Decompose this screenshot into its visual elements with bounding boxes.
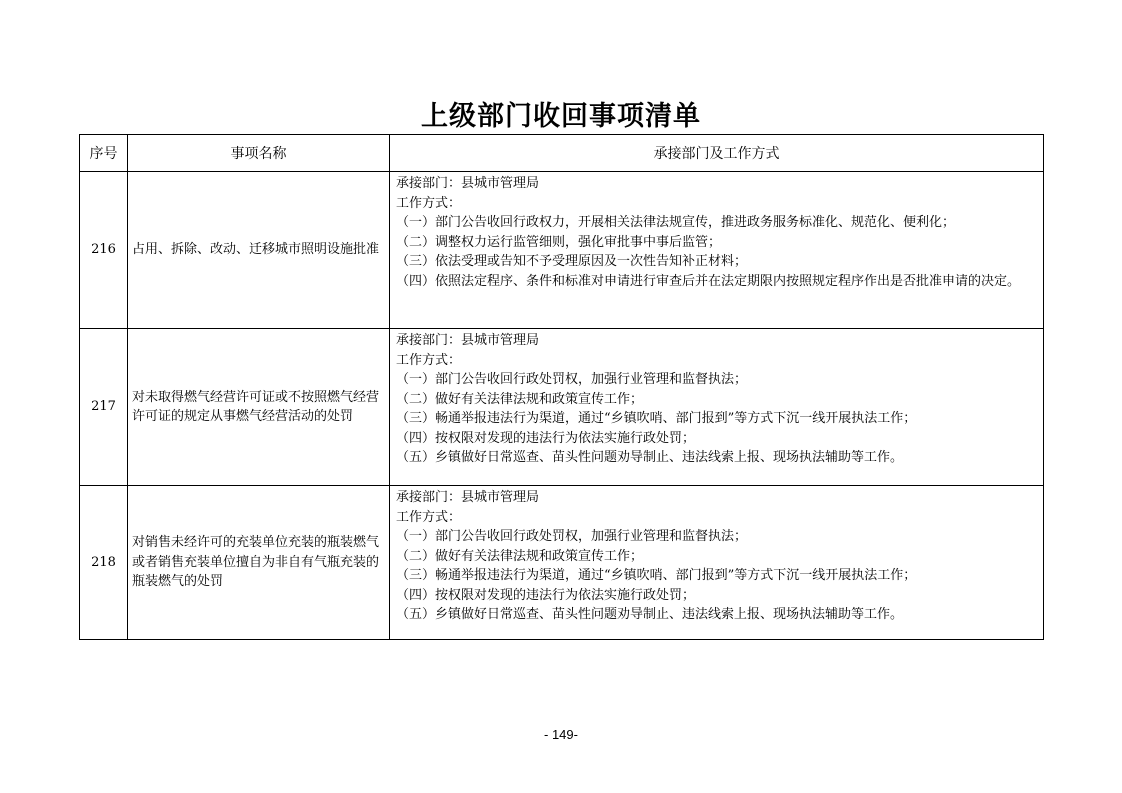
dept-line: 承接部门：县城市管理局 [396, 176, 540, 191]
row-item-name: 对销售未经许可的充装单位充装的瓶装燃气或者销售充装单位擅自为非自有气瓶充装的瓶装燃气的处罚 [128, 486, 390, 640]
mode-label: 工作方式： [396, 195, 462, 211]
row-seq: 218 [80, 486, 128, 640]
mode-item: （一）部门公告收回行政处罚权，加强行业管理和监督执法； [396, 529, 748, 544]
row-item-name: 对未取得燃气经营许可证或不按照燃气经营许可证的规定从事燃气经营活动的处罚 [128, 329, 390, 486]
mode-item: （三）依法受理或告知不予受理原因及一次性告知补正材料； [396, 254, 748, 269]
page-title: 上级部门收回事项清单 [421, 101, 701, 132]
mode-item: （四）依照法定程序、条件和标准对申请进行审查后并在法定期限内按照规定程序作出是否批准申请的决定。 [396, 273, 1021, 289]
dept-line: 承接部门：县城市管理局 [396, 490, 540, 505]
items-table [79, 134, 1044, 640]
row-item-name: 占用、拆除、改动、迁移城市照明设施批准 [128, 172, 390, 329]
row-seq: 217 [80, 329, 128, 486]
mode-item: （二）做好有关法律法规和政策宣传工作； [396, 548, 644, 564]
mode-item: （三）畅通举报违法行为渠道，通过“乡镇吹哨、部门报到”等方式下沉一线开展执法工作； [396, 568, 917, 583]
header-item-name: 事项名称 [128, 135, 390, 172]
row-dept-mode [390, 329, 1044, 486]
header-seq: 序号 [80, 135, 128, 172]
table-header-row [80, 135, 1044, 172]
mode-item: （五）乡镇做好日常巡查、苗头性问题劝导制止、违法线索上报、现场执法辅助等工作。 [396, 607, 904, 622]
row-dept-mode [390, 172, 1044, 329]
mode-item: （四）按权限对发现的违法行为依法实施行政处罚； [396, 430, 696, 446]
mode-label: 工作方式： [396, 509, 462, 525]
table-row [80, 172, 1044, 329]
table-row [80, 486, 1044, 640]
row-seq: 216 [80, 172, 128, 329]
row-dept-mode [390, 486, 1044, 640]
dept-line: 承接部门：县城市管理局 [396, 333, 540, 348]
mode-label: 工作方式： [396, 352, 462, 368]
mode-item: （四）按权限对发现的违法行为依法实施行政处罚； [396, 587, 696, 603]
table-row [80, 329, 1044, 486]
page-number: - 149- [544, 727, 578, 742]
header-dept-mode: 承接部门及工作方式 [390, 135, 1044, 172]
mode-item: （二）调整权力运行监管细则，强化审批事中事后监管； [396, 234, 722, 250]
mode-item: （五）乡镇做好日常巡查、苗头性问题劝导制止、违法线索上报、现场执法辅助等工作。 [396, 450, 904, 465]
mode-item: （一）部门公告收回行政权力，开展相关法律法规宣传，推进政务服务标准化、规范化、便利化； [396, 215, 956, 230]
mode-item: （三）畅通举报违法行为渠道，通过“乡镇吹哨、部门报到”等方式下沉一线开展执法工作； [396, 411, 917, 426]
mode-item: （二）做好有关法律法规和政策宣传工作； [396, 391, 644, 407]
mode-item: （一）部门公告收回行政处罚权，加强行业管理和监督执法； [396, 372, 748, 387]
